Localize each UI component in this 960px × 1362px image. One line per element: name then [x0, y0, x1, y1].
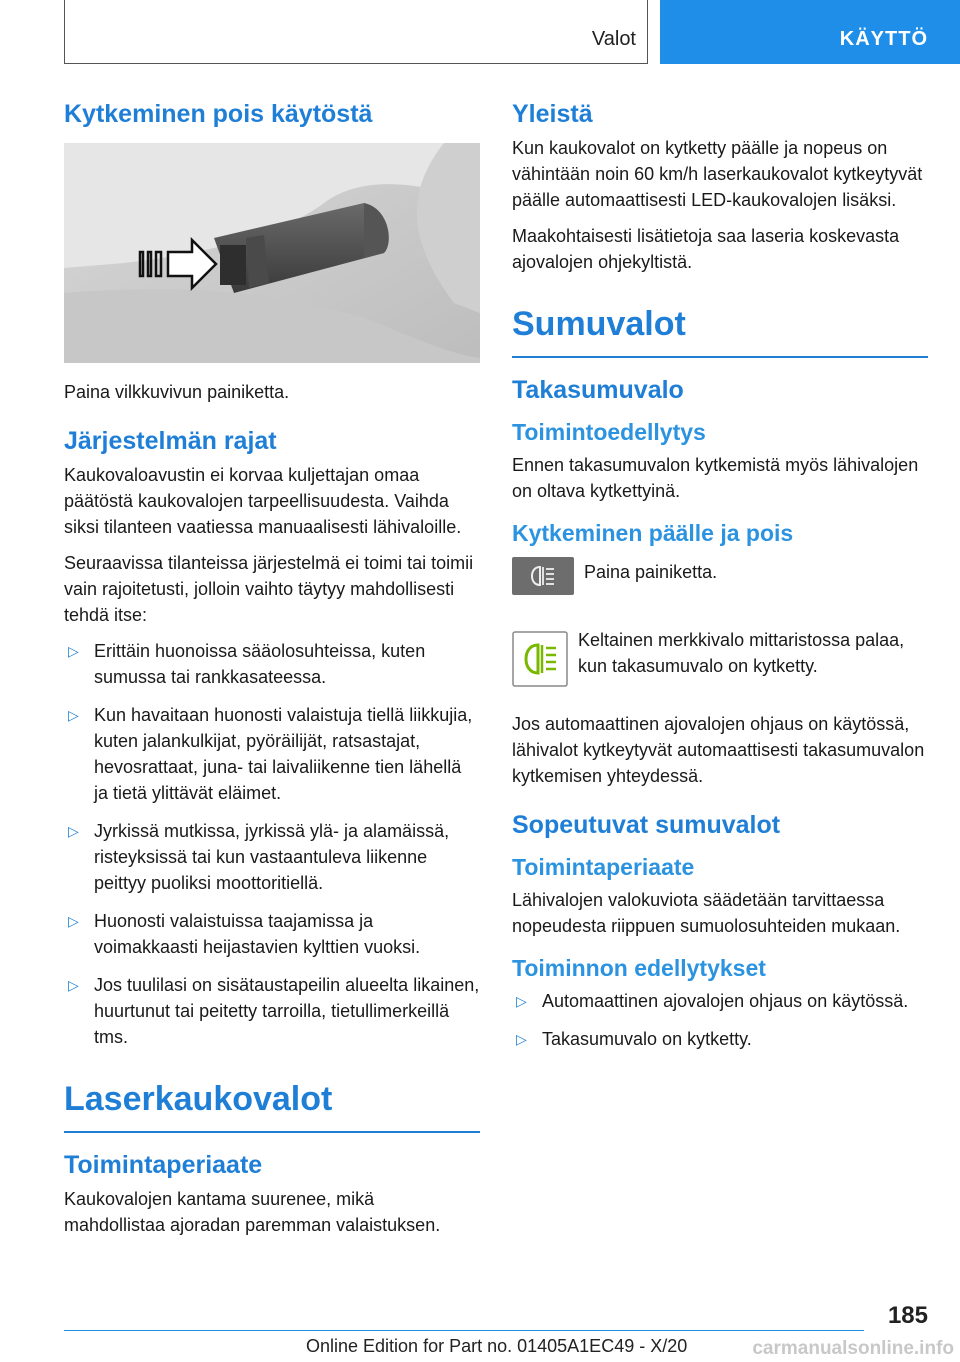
heading-operating-principle-2: Toimintaperiaate [512, 854, 695, 880]
right-column [512, 100, 928, 1066]
rear-fog-button-icon [512, 557, 574, 595]
list-item: ▷ Takasumuvalo on kytketty. [512, 1026, 928, 1052]
paragraph-limits-1: Kaukovaloavustin ei korvaa kuljettajan omaa päätöstä kaukovalojen tarpeellisuudesta. Vaihda siksi tilanteen vaatiessa manuaalisesti lähivaloille. [64, 465, 462, 537]
triangle-bullet-icon: ▷ [516, 993, 527, 1009]
watermark: carmanualsonline.info [752, 1338, 954, 1359]
paragraph-general-1: Kun kaukovalot on kytketty päälle ja nopeus on vähintään noin 60 km/h laserkaukovalot kytkeytyvät päälle automaattisesti LED-kaukovalojen lisäksi. [512, 138, 923, 210]
heading-switch-on-off: Kytkeminen päälle ja pois [512, 520, 794, 546]
turn-signal-lever-illustration [64, 143, 480, 363]
list-item: ▷ Jos tuulilasi on sisätaustapeilin alueelta likainen, huurtunut tai peitetty tarroilla, tietullimerkeillä tms. [64, 972, 480, 1050]
triangle-bullet-icon: ▷ [68, 707, 79, 723]
heading-precondition: Toimintoedellytys [512, 419, 706, 445]
indicator-instruction-text: Keltainen merkkivalo mittaristossa palaa, kun takasumuvalo on kytketty. [578, 630, 905, 676]
list-item: ▷ Kun havaitaan huonosti valaistuja tiellä liikkujia, kuten jalankulkijat, pyöräilijät, ratsastajat, hevosrattaat, juna- tai laivaliikenne tien lähellä ja tietä ylittävät eläimet. [64, 702, 480, 806]
list-item: ▷ Jyrkissä mutkissa, jyrkissä ylä- ja alamäissä, risteyksissä tai kun vastaantuleva liikenne peittyy puoliksi moottoritiellä. [64, 818, 480, 896]
paragraph-precondition: Ennen takasumuvalon kytkemistä myös lähivalojen on oltava kytkettyinä. [512, 455, 919, 501]
heading-operating-principle: Toimintaperiaate [64, 1151, 263, 1179]
header-section-title: Valot [591, 28, 636, 50]
list-item: ▷ Automaattinen ajovalojen ohjaus on käytössä. [512, 988, 928, 1014]
paragraph-auto-headlights: Jos automaattinen ajovalojen ohjaus on käytössä, lähivalot kytkeytyvät automaattisesti takasumuvalon kytkemisen yhteydessä. [512, 714, 925, 786]
indicator-instruction-row [512, 627, 928, 697]
heading-system-limits: Järjestelmän rajat [64, 427, 277, 455]
triangle-bullet-icon: ▷ [68, 977, 79, 993]
header-frame [64, 0, 648, 64]
heading-fog-lights: Sumuvalot [512, 305, 928, 358]
heading-requirements: Toiminnon edellytykset [512, 955, 766, 981]
left-column [64, 100, 480, 1248]
footer-edition: Online Edition for Part no. 01405A1EC49 - X/20 [306, 1336, 688, 1356]
footer-divider [64, 1330, 864, 1331]
limits-list [64, 638, 480, 1050]
page-number: 185 [887, 1302, 928, 1329]
triangle-bullet-icon: ▷ [68, 643, 79, 659]
paragraph-limits-2: Seuraavissa tilanteissa järjestelmä ei toimi tai toimii vain rajoitetusti, jolloin vaihto täytyy mahdollisesti tehdä itse: [64, 553, 474, 625]
heading-adaptive-fog-lights: Sopeutuvat sumuvalot [512, 811, 781, 839]
list-item: ▷ Erittäin huonoissa sääolosuhteissa, kuten sumussa tai rankkasateessa. [64, 638, 480, 690]
list-item: ▷ Huonosti valaistuissa taajamissa ja voimakkaasti heijastavien kylttien vuoksi. [64, 908, 480, 960]
heading-rear-fog-light: Takasumuvalo [512, 376, 684, 404]
requirements-list [512, 988, 928, 1052]
header-chapter-tab: KÄYTTÖ [660, 0, 960, 64]
heading-laser-high-beams: Laserkaukovalot [64, 1080, 480, 1133]
rear-fog-indicator-icon [512, 631, 568, 687]
triangle-bullet-icon: ▷ [516, 1031, 527, 1047]
paragraph-general-2: Maakohtaisesti lisätietoja saa laseria koskevasta ajovalojen ohjekyltistä. [512, 226, 900, 272]
button-instruction-row [512, 553, 928, 613]
heading-general: Yleistä [512, 100, 593, 128]
paragraph-principle: Kaukovalojen kantama suurenee, mikä mahdollistaa ajoradan paremman valaistuksen. [64, 1189, 441, 1235]
figure-caption: Paina vilkkuvivun painiketta. [64, 382, 290, 402]
triangle-bullet-icon: ▷ [68, 823, 79, 839]
button-instruction-text: Paina painiketta. [584, 562, 718, 582]
triangle-bullet-icon: ▷ [68, 913, 79, 929]
paragraph-principle-2: Lähivalojen valokuviota säädetään tarvittaessa nopeudesta riippuen sumuolosuhteiden mukaan. [512, 890, 901, 936]
heading-switch-off: Kytkeminen pois käytöstä [64, 100, 373, 128]
